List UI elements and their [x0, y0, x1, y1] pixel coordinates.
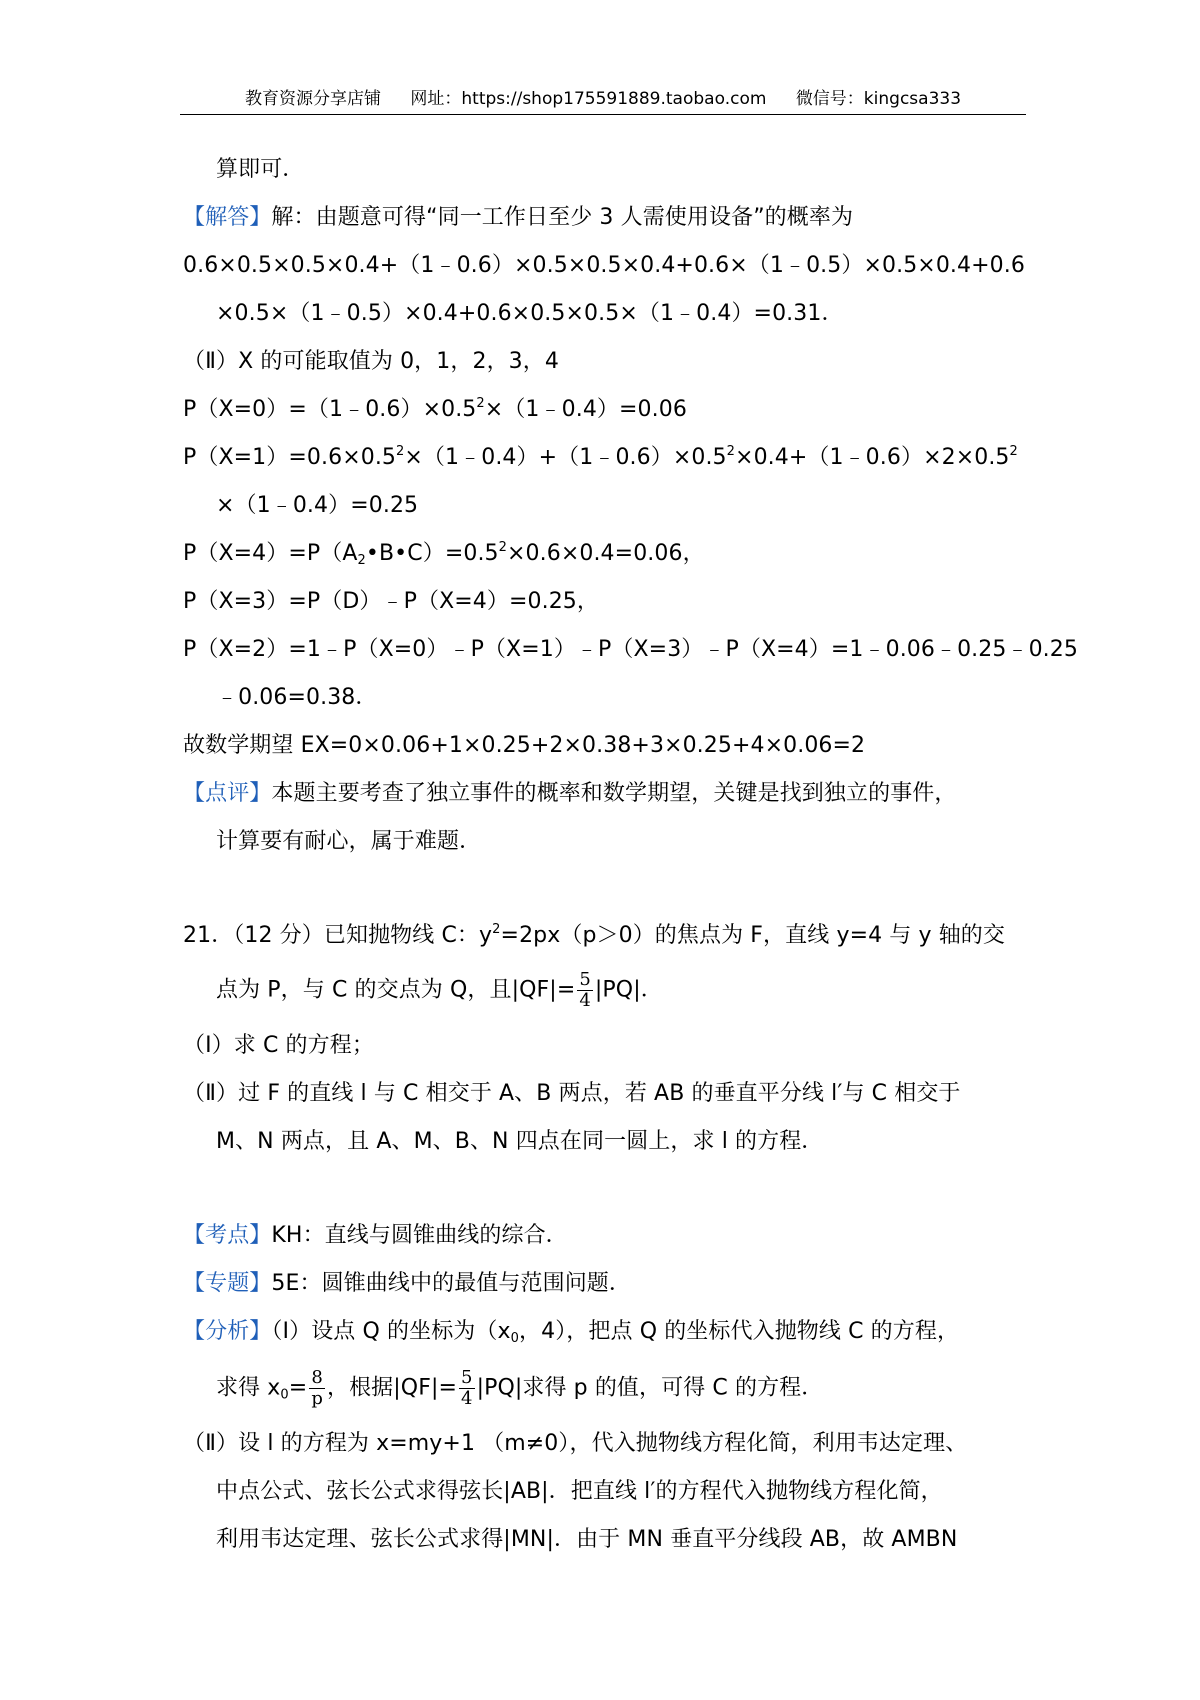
answer-tag: 【解答】 — [183, 205, 272, 230]
text-line: 中点公式、弦长公式求得弦长|AB|．把直线 l′的方程代入抛物线方程化简， — [216, 1479, 943, 1504]
topic-line: 【专题】5E：圆锥曲线中的最值与范围问题． — [183, 1271, 632, 1296]
question-line: 21．（12 分）已知抛物线 C：$y^2=2px(p>0)$的焦点为 F，直线 y=4 与 y 轴的交 — [183, 922, 1005, 948]
text-line: 计算要有耐心，属于难题． — [216, 829, 482, 854]
point-line: 【考点】KH：直线与圆锥曲线的综合． — [183, 1223, 568, 1248]
fraction: $\frac{5}{4}$ — [461, 1367, 473, 1409]
answer-line: 【解答】解：由题意可得“同一工作日至少 3 人需使用设备”的概率为 — [183, 205, 854, 230]
question-line: 点为 P，与 C 的交点为 Q，且|QF|= $\frac{5}{4}$ |PQ|． — [216, 969, 663, 1011]
analysis-line: 【分析】（Ⅰ）设点 Q 的坐标为（$x_0$，4），把点 Q 的坐标代入抛物线 C 的方程， — [183, 1319, 960, 1346]
fraction: $\frac{8}{p}$ — [311, 1367, 323, 1409]
formula-line: $P(X=4)=P(A_2•B•C)=0.5^2\times 0.6\times 0.4=0.06$， — [183, 540, 705, 568]
text-line: （Ⅱ）过 F 的直线 l 与 C 相交于 A、B 两点，若 AB 的垂直平分线 l′与 C 相交于 — [183, 1081, 961, 1106]
fraction: $\frac{5}{4}$ — [579, 969, 591, 1011]
text-line: ﹣0.06=0.38． — [216, 685, 378, 710]
text-line: （Ⅰ）求 C 的方程； — [183, 1033, 374, 1058]
text-line: P（X=2）=1﹣P（X=0）﹣P（X=1）﹣P（X=3）﹣P（X=4）=1﹣0.06﹣0.25﹣0.25 — [183, 637, 1078, 662]
text-line: M、N 两点，且 A、M、B、N 四点在同一圆上，求 l 的方程． — [216, 1129, 824, 1154]
point-tag: 【考点】 — [183, 1223, 272, 1248]
text-line: （Ⅱ）X 的可能取值为 0，1，2，3，4 — [183, 349, 559, 374]
text-line: 利用韦达定理、弦长公式求得|MN|．由于 MN 垂直平分线段 AB，故 AMBN — [216, 1527, 958, 1552]
formula-line: $P(X=0)=(1﹣0.6)\times 0.5^2\times(1﹣0.4)=0.06$ — [183, 396, 687, 422]
analysis-line: 求得 $x_0=$ $\frac{8}{p}$ ，根据|QF|= $\frac{5}{4}$ |PQ|求得 p 的值，可得 C 的方程． — [216, 1367, 824, 1409]
analysis-tag: 【分析】 — [183, 1319, 272, 1344]
topic-tag: 【专题】 — [183, 1271, 272, 1296]
wechat-id: 微信号：kingcsa333 — [795, 89, 962, 109]
text-line: 故数学期望 EX=0×0.06+1×0.25+2×0.38+3×0.25+4×0.06=2 — [183, 733, 866, 758]
comment-tag: 【点评】 — [183, 781, 272, 806]
text-line: （Ⅱ）设 l 的方程为 x=my+1 （m≠0），代入抛物线方程化简，利用韦达定理、 — [183, 1431, 968, 1456]
shop-name: 教育资源分享店铺 — [244, 89, 381, 109]
comment-line: 【点评】本题主要考查了独立事件的概率和数学期望，关键是找到独立的事件， — [183, 781, 957, 806]
text-line: ×（1﹣0.4）=0.25 — [216, 493, 419, 518]
page-header — [180, 84, 1026, 115]
text-line: P（X=3）=P（D）﹣P（X=4）=0.25， — [183, 589, 599, 614]
text-line: 算即可． — [216, 157, 305, 182]
text-line: ×0.5×（1﹣0.5）×0.4+0.6×0.5×0.5×（1﹣0.4）=0.31． — [216, 301, 844, 326]
text-line: 0.6×0.5×0.5×0.4+（1﹣0.6）×0.5×0.5×0.4+0.6×（1﹣0.5）×0.5×0.4+0.6 — [183, 253, 1025, 278]
shop-url: 网址：https://shop175591889.taobao.com — [410, 89, 767, 109]
formula-line: $P(X=1)=0.6\times 0.5^2\times(1﹣0.4)+(1﹣0.6)\times 0.5^2\times 0.4+(1﹣0.6)\times 2\times 0.5^2$ — [183, 444, 1018, 470]
